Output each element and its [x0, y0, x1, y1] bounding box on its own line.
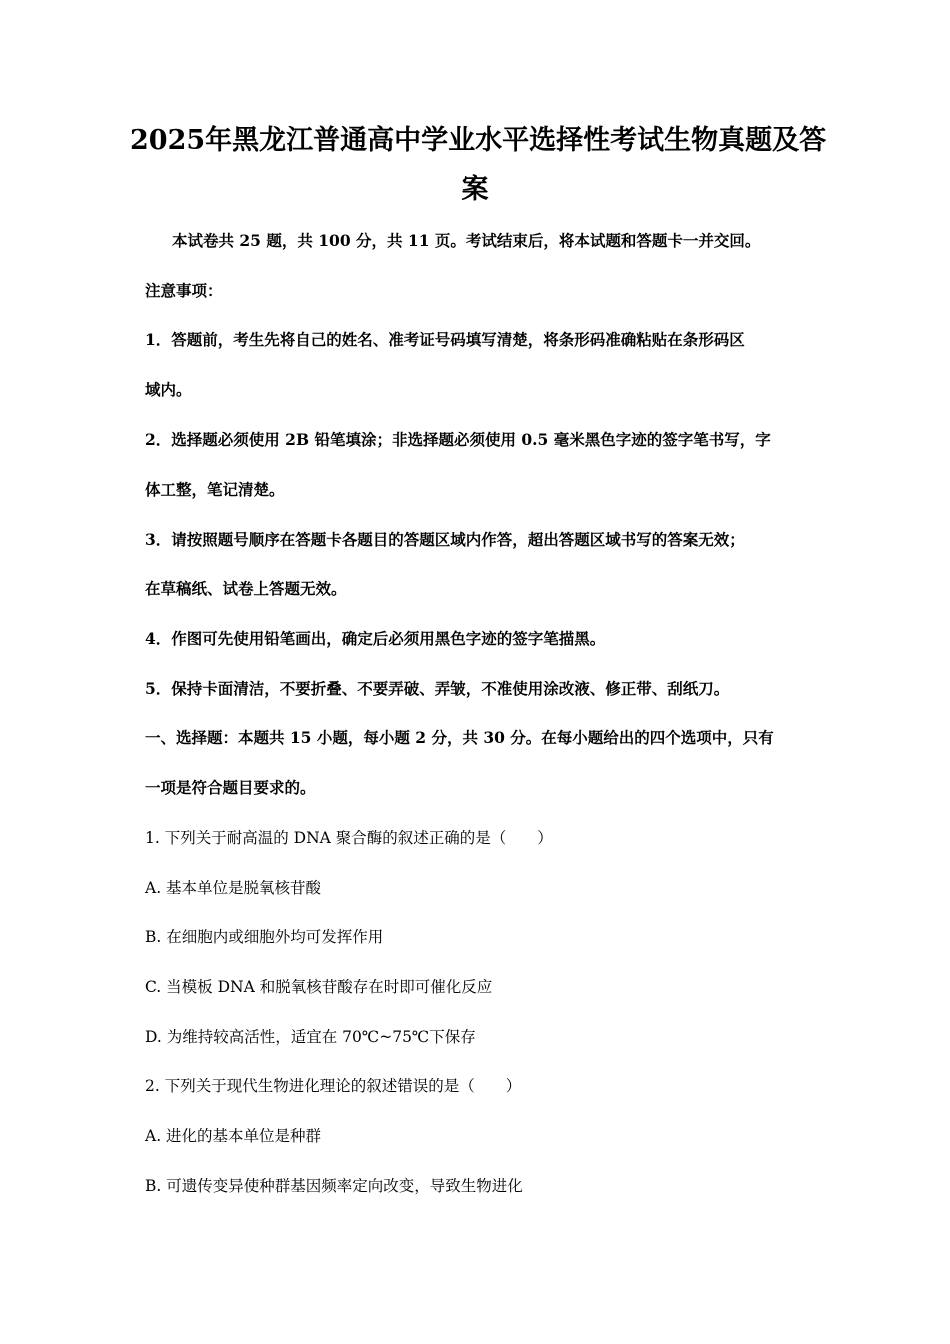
- notice-1-line-2: 域内。: [145, 380, 192, 399]
- section-1-heading-line-2: 一项是符合题目要求的。: [145, 778, 316, 797]
- question-1-option-c: C. 当模板 DNA 和脱氧核苷酸存在时即可催化反应: [145, 978, 493, 996]
- question-1-option-b: B. 在细胞内或细胞外均可发挥作用: [145, 928, 384, 946]
- notice-3-line-1: 3．请按照题号顺序在答题卡各题目的答题区域内作答，超出答题区域书写的答案无效；: [145, 530, 745, 549]
- exam-intro: 本试卷共 25 题，共 100 分，共 11 页。考试结束后，将本试题和答题卡一并交回。: [172, 231, 761, 250]
- question-2-option-a: A. 进化的基本单位是种群: [145, 1127, 322, 1145]
- question-2-stem: 2. 下列关于现代生物进化理论的叙述错误的是（ ）: [145, 1077, 522, 1095]
- section-1-heading-line-1: 一、选择题：本题共 15 小题，每小题 2 分，共 30 分。在每小题给出的四个选项中，只有: [145, 728, 774, 747]
- notice-heading: 注意事项：: [145, 281, 223, 300]
- notice-3-line-2: 在草稿纸、试卷上答题无效。: [145, 579, 347, 598]
- notice-4: 4．作图可先使用铅笔画出，确定后必须用黑色字迹的签字笔描黑。: [145, 629, 606, 648]
- notice-1-line-1: 1．答题前，考生先将自己的姓名、准考证号码填写清楚，将条形码准确粘贴在条形码区: [145, 330, 745, 349]
- notice-5: 5．保持卡面清洁，不要折叠、不要弄破、弄皱，不准使用涂改液、修正带、刮纸刀。: [145, 679, 730, 698]
- notice-2-line-2: 体工整，笔记清楚。: [145, 480, 285, 499]
- notice-2-line-1: 2．选择题必须使用 2B 铅笔填涂；非选择题必须使用 0.5 毫米黑色字迹的签字笔书写，字: [145, 430, 771, 449]
- question-2-option-b: B. 可遗传变异使种群基因频率定向改变，导致生物进化: [145, 1177, 523, 1195]
- page-title-line-1: 2025年黑龙江普通高中学业水平选择性考试生物真题及答: [130, 125, 827, 156]
- page-title-line-2: 案: [461, 174, 489, 205]
- question-1-option-a: A. 基本单位是脱氧核苷酸: [145, 879, 322, 897]
- question-1-option-d: D. 为维持较高活性，适宜在 70℃~75℃下保存: [145, 1028, 476, 1046]
- question-1-stem: 1. 下列关于耐高温的 DNA 聚合酶的叙述正确的是（ ）: [145, 829, 553, 847]
